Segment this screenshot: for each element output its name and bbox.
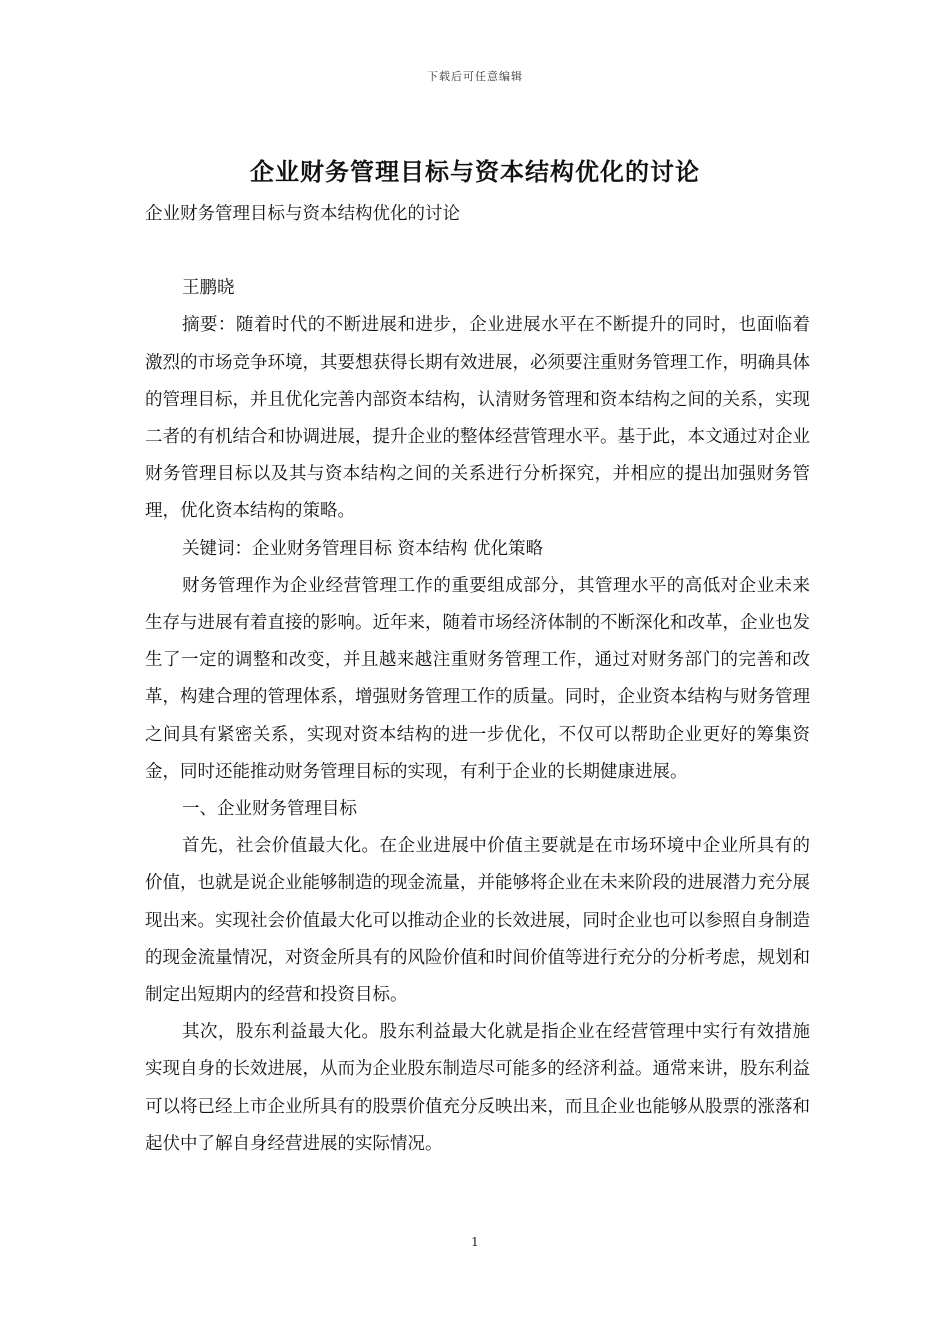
intro-paragraph: 财务管理作为企业经营管理工作的重要组成部分，其管理水平的高低对企业未来生存与进展有着直接的影响。近年来，随着市场经济体制的不断深化和改革，企业也发生了一定的调整和改变，并且越来越注重财务管理工作，通过对财务部门的完善和改革，构建合理的管理体系，增强财务管理工作的质量。同时，企业资本结构与财务管理之间具有紧密关系，实现对资本结构的进一步优化，不仅可以帮助企业更好的筹集资金，同时还能推动财务管理目标的实现，有利于企业的长期健康进展。 [145, 575, 810, 782]
body-paragraph: 其次，股东利益最大化。股东利益最大化就是指企业在经营管理中实行有效措施实现自身的长效进展，从而为企业股东制造尽可能多的经济利益。通常来讲，股东利益可以将已经上市企业所具有的股票价值充分反映出来，而且企业也能够从股票的涨落和起伏中了解自身经营进展的实际情况。 [145, 1022, 810, 1154]
page-number: 1 [471, 1235, 479, 1249]
blank-line [145, 233, 810, 270]
document-title: 企业财务管理目标与资本结构优化的讨论 [250, 158, 700, 186]
keywords-line: 关键词：企业财务管理目标 资本结构 优化策略 [182, 538, 544, 559]
author-name: 王鹏晓 [182, 278, 235, 299]
document-subtitle: 企业财务管理目标与资本结构优化的讨论 [145, 204, 460, 224]
body-paragraph: 首先，社会价值最大化。在企业进展中价值主要就是在市场环境中企业所具有的价值，也就是说企业能够制造的现金流量，并能够将企业在未来阶段的进展潜力充分展现出来。实现社会价值最大化可以推动企业的长效进展，同时企业也可以参照自身制造的现金流量情况，对资金所具有的风险价值和时间价值等进行充分的分析考虑，规划和制定出短期内的经营和投资目标。 [145, 836, 810, 1006]
section-heading: 一、企业财务管理目标 [182, 799, 357, 820]
abstract-paragraph: 摘要：随着时代的不断进展和进步，企业进展水平在不断提升的同时，也面临着激烈的市场竞争环境，其要想获得长期有效进展，必须要注重财务管理工作，明确具体的管理目标，并且优化完善内部资本结构，认清财务管理和资本结构之间的关系，实现二者的有机结合和协调进展，提升企业的整体经营管理水平。基于此，本文通过对企业财务管理目标以及其与资本结构之间的关系进行分析探究，并相应的提出加强财务管理，优化资本结构的策略。 [145, 315, 810, 522]
document-body [145, 196, 810, 1163]
header-note: 下载后可任意编辑 [427, 70, 523, 83]
